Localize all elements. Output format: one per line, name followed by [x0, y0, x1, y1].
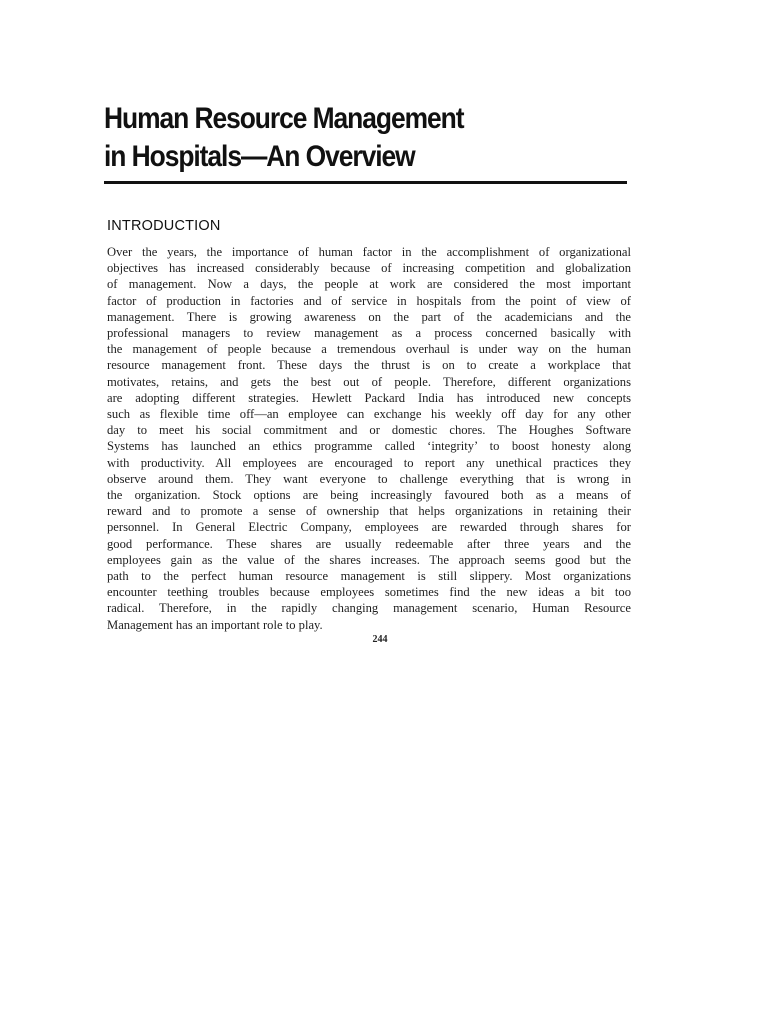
paragraph-line: the organization. Stock options are being increasingly favoured both as a means of — [107, 488, 631, 503]
paragraph-line: the management of people because a tremendous overhaul is under way on the human — [107, 342, 631, 357]
paragraph-line: such as flexible time off—an employee can exchange his weekly off day for any other — [107, 407, 631, 422]
introduction-paragraph — [107, 244, 631, 633]
paragraph-line: management. There is growing awareness on the part of the academicians and the — [107, 309, 631, 324]
chapter-title — [104, 100, 509, 176]
paragraph-line: objectives has increased considerably because of increasing competition and globalization — [107, 261, 631, 276]
paragraph-line: encounter teething troubles because employees sometimes find the new ideas a bit too — [107, 585, 631, 600]
paragraph-line: factor of production in factories and of service in hospitals from the point of view of — [107, 293, 631, 308]
chapter-title-line-1: Human Resource Management — [104, 102, 464, 135]
paragraph-line: Over the years, the importance of human factor in the accomplishment of organizational — [107, 245, 631, 259]
paragraph-line: resource management front. These days the thrust is on to create a workplace that — [107, 358, 631, 373]
section-heading: INTRODUCTION — [107, 218, 221, 234]
paragraph-line: observe around them. They want everyone to challenge everything that is wrong in — [107, 471, 631, 486]
paragraph-line: radical. Therefore, in the rapidly changing management scenario, Human Resource — [107, 601, 631, 616]
paragraph-line: Management has an important role to play. — [107, 617, 323, 632]
paragraph-line: personnel. In General Electric Company, employees are rewarded through shares for — [107, 520, 631, 535]
title-underline-rule — [104, 181, 627, 184]
paragraph-line: path to the perfect human resource management is still slippery. Most organizations — [107, 569, 631, 584]
paragraph-line: motivates, retains, and gets the best out of people. Therefore, different organizations — [107, 374, 631, 389]
paragraph-line: employees gain as the value of the shares increases. The approach seems good but the — [107, 552, 631, 567]
page-number: 244 — [372, 634, 388, 645]
paragraph-line: reward and to promote a sense of ownership that helps organizations in retaining their — [107, 504, 631, 519]
paragraph-line: good performance. These shares are usually redeemable after three years and the — [107, 536, 631, 551]
paragraph-line: are adopting different strategies. Hewlett Packard India has introduced new concepts — [107, 390, 631, 405]
chapter-title-line-2: in Hospitals—An Overview — [104, 140, 415, 173]
paragraph-line: Systems has launched an ethics programme called ‘integrity’ to boost honesty along — [107, 439, 631, 454]
paragraph-line: professional managers to review management as a process concerned basically with — [107, 326, 631, 341]
paragraph-line: day to meet his social commitment and or domestic chores. The Houghes Software — [107, 423, 631, 438]
paragraph-line: of management. Now a days, the people at work are considered the most important — [107, 277, 631, 292]
paragraph-line: with productivity. All employees are encouraged to report any unethical practices they — [107, 455, 631, 470]
